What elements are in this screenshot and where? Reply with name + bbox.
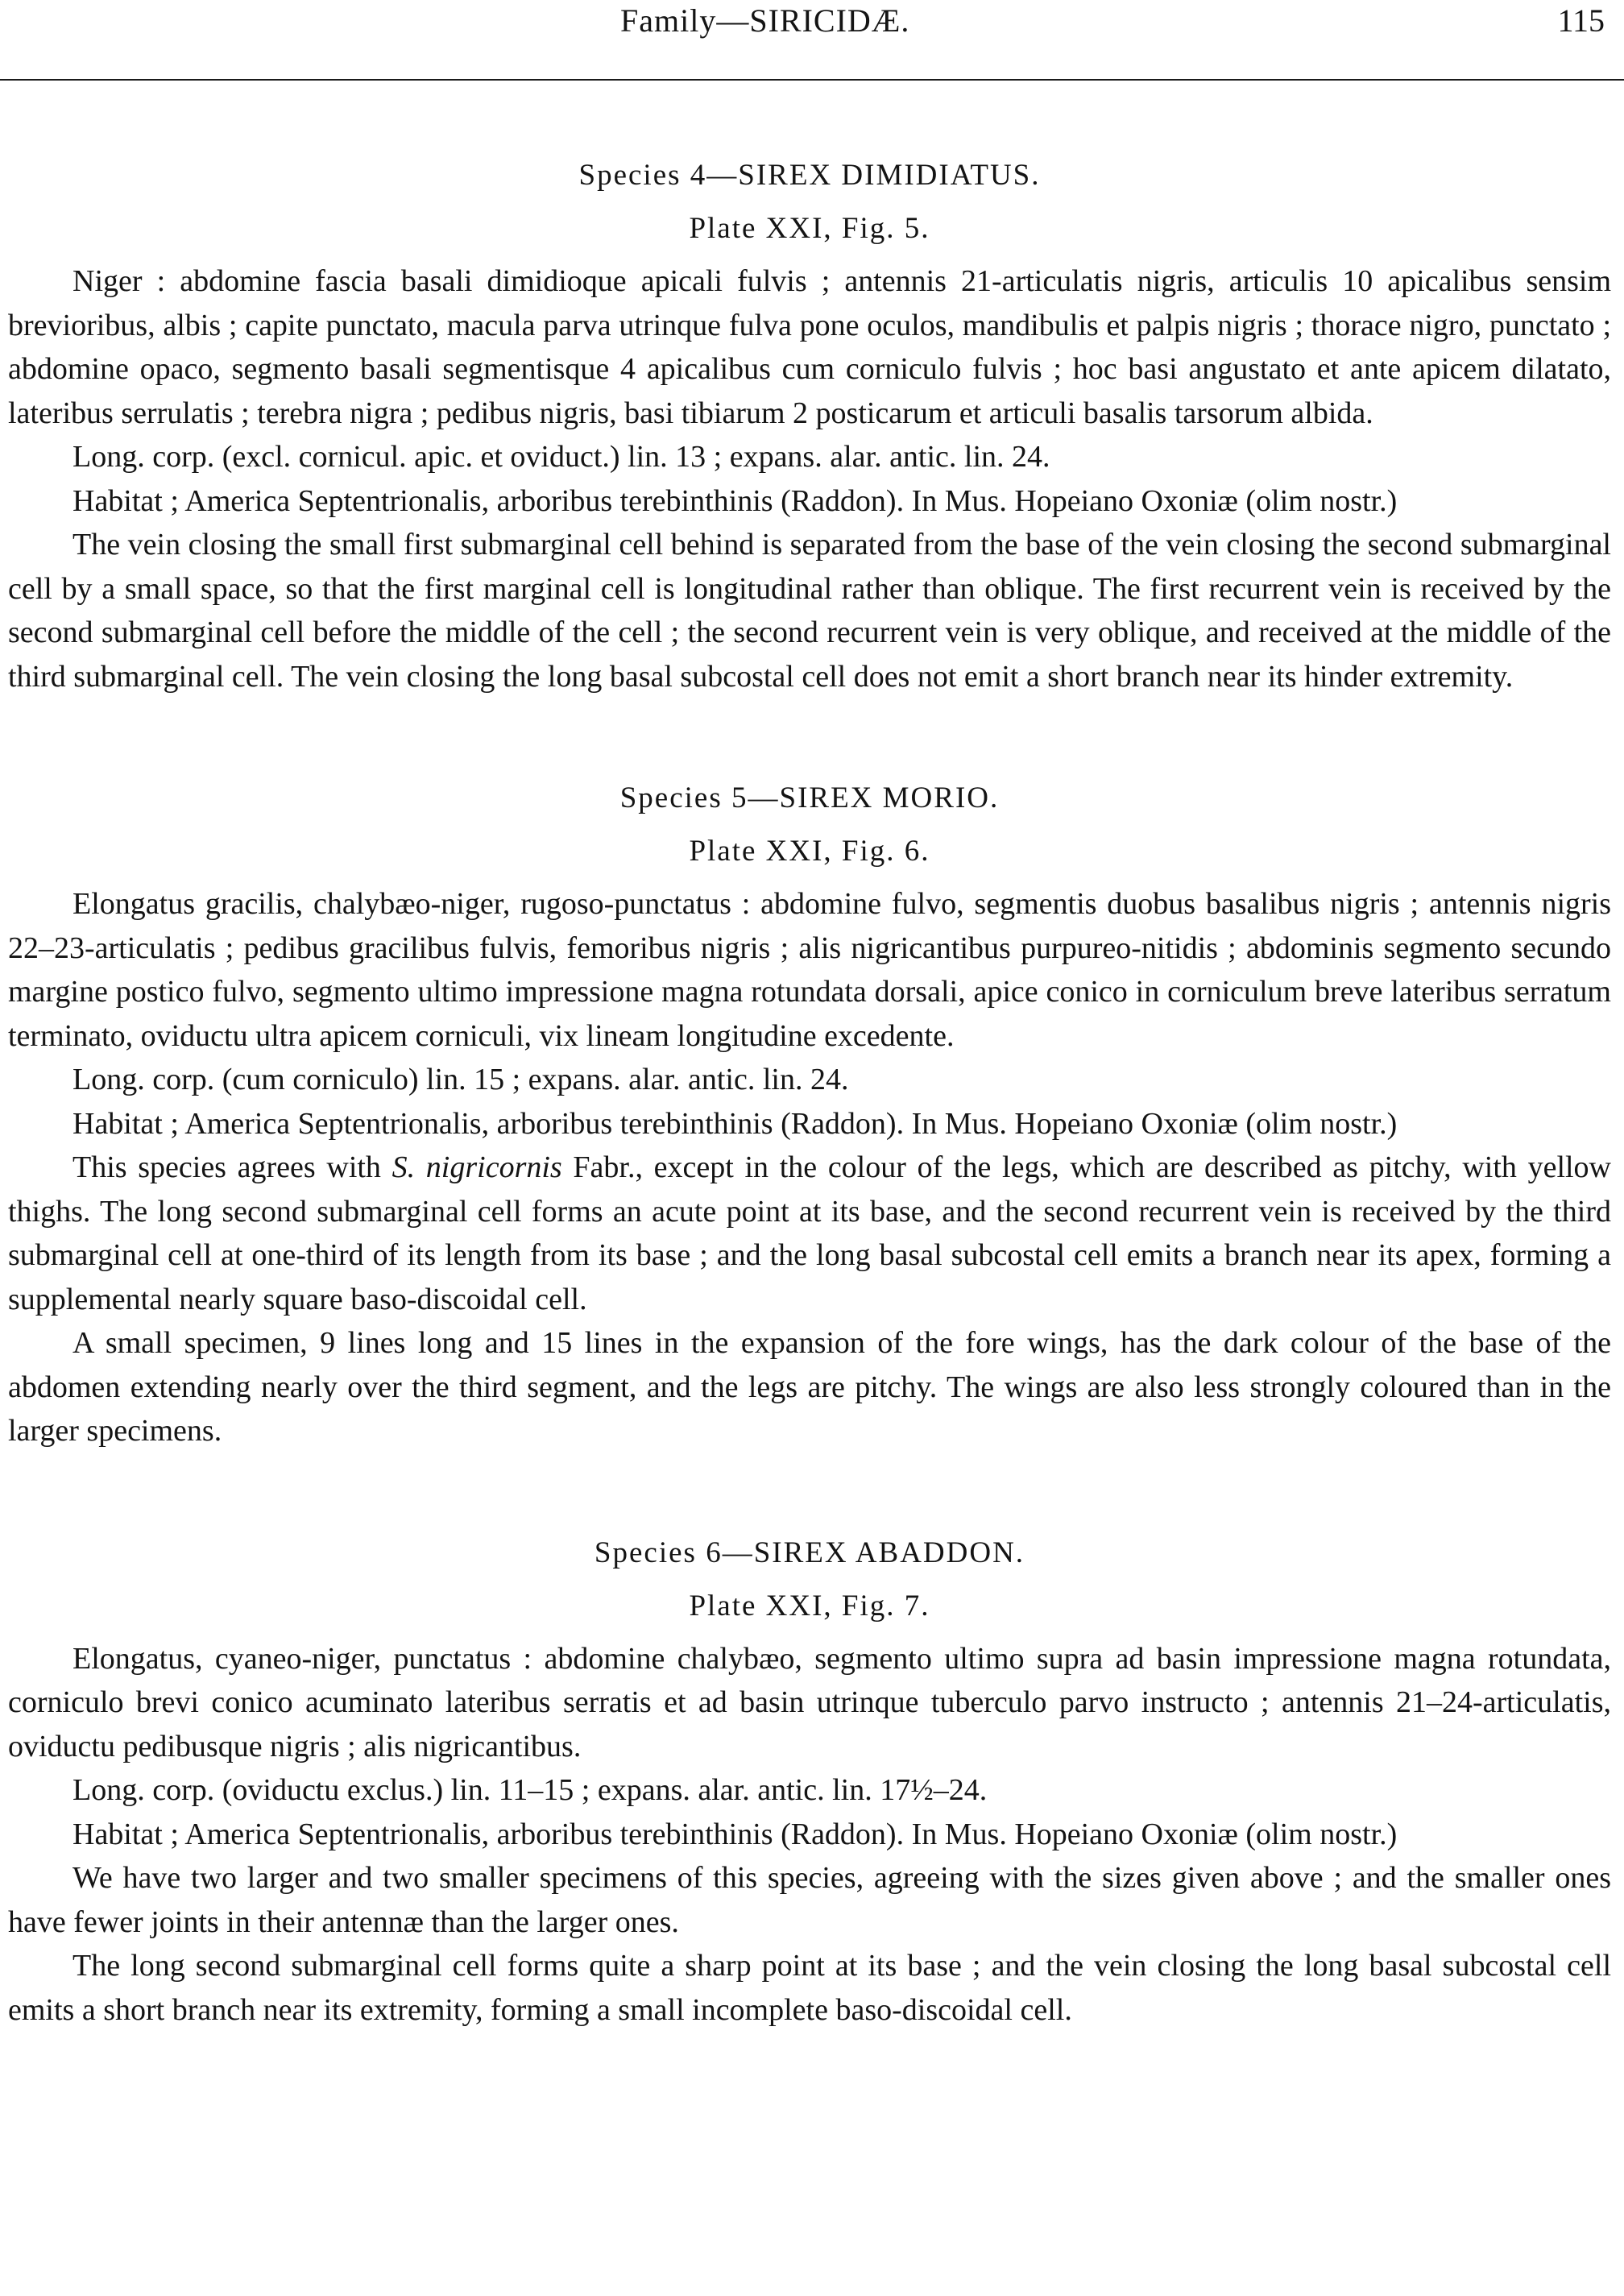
latin-description: Elongatus gracilis, chalybæo-niger, rugoso-punctatus : abdomine fulvo, segmentis duobus basalibus nigris ; antennis nigris 22–23-articulatis ; pedibus gracilibus fulvis, femoribus nigris ; alis nigricantibus purpureo-nitidis ; abdominis segmento secundo margine postico fulvo, segmento ultimo impressione magna rotundata dorsali, apice conico in corniculum breve lateribus serratum terminato, oviductu ultra apicem corniculi, vix lineam longitudine excedente. <box>8 887 1611 1053</box>
remarks-paragraph <box>8 1146 1611 1321</box>
remarks-paragraph: A small specimen, 9 lines long and 15 lines in the expansion of the fore wings, has the dark colour of the base of the abdomen extending nearly over the third segment, and the legs are pitchy. The wings are also less strongly coloured than in the larger specimens. <box>8 1326 1611 1448</box>
species-section-sirex-abaddon <box>8 1531 1611 2033</box>
remarks-paragraph: The vein closing the small first submarginal cell behind is separated from the base of the vein closing the second submarginal cell by a small space, so that the first marginal cell is longitudinal rather than oblique. The first recurrent vein is received by the second submarginal cell before the middle of the cell ; the second recurrent vein is very oblique, and received at the middle of the third submarginal cell. The vein closing the long basal subcostal cell does not emit a short branch near its hinder extremity. <box>8 528 1611 694</box>
remarks-text: This species agrees with <box>72 1150 392 1184</box>
header-rule <box>0 79 1624 81</box>
page-number: 115 <box>1557 2 1605 39</box>
remarks-paragraph: We have two larger and two smaller specimens of this species, agreeing with the sizes given above ; and the smaller ones have fewer joints in their antennæ than the larger ones. <box>8 1861 1611 1939</box>
plate-reference: Plate XXI, Fig. 7. <box>689 1589 930 1623</box>
plate-reference: Plate XXI, Fig. 6. <box>689 835 930 868</box>
habitat: Habitat ; America Septentrionalis, arboribus terebinthinis (Raddon). In Mus. Hopeiano Oxoniæ (olim nostr.) <box>72 1106 1398 1141</box>
species-heading: Species 5—SIREX MORIO. <box>619 781 1000 814</box>
habitat: Habitat ; America Septentrionalis, arboribus terebinthinis (Raddon). In Mus. Hopeiano Oxoniæ (olim nostr.) <box>72 1817 1398 1851</box>
habitat: Habitat ; America Septentrionalis, arboribus terebinthinis (Raddon). In Mus. Hopeiano Oxoniæ (olim nostr.) <box>72 483 1398 518</box>
measurements: Long. corp. (oviductu exclus.) lin. 11–15 ; expans. alar. antic. lin. 17½–24. <box>72 1773 988 1807</box>
measurements: Long. corp. (excl. cornicul. apic. et oviduct.) lin. 13 ; expans. alar. antic. lin. 24. <box>72 440 1050 474</box>
species-heading: Species 6—SIREX ABADDON. <box>594 1536 1025 1569</box>
running-head <box>0 0 1624 48</box>
page-body <box>8 153 1611 2109</box>
species-heading: Species 4—SIREX DIMIDIATUS. <box>578 159 1041 192</box>
taxon-name: S. nigricornis <box>392 1150 562 1184</box>
remarks-paragraph: The long second submarginal cell forms quite a sharp point at its base ; and the vein closing the long basal subcostal cell emits a short branch near its extremity, forming a small incomplete baso-discoidal cell. <box>8 1949 1611 2027</box>
remarks-text: Fabr., except in the colour of the legs, which are described as pitchy, with yellow thighs. The long second submarginal cell forms an acute point at its base, and the second recurrent vein is received by the third submarginal cell at one-third of its length from its base ; and the long basal subcostal cell emits a branch near its apex, forming a supplemental nearly square baso-discoidal cell. <box>8 1150 1612 1316</box>
species-section-sirex-morio <box>8 776 1611 1453</box>
measurements: Long. corp. (cum corniculo) lin. 15 ; expans. alar. antic. lin. 24. <box>72 1063 849 1096</box>
running-head-title: Family—SIRICIDÆ. <box>620 2 910 39</box>
plate-reference: Plate XXI, Fig. 5. <box>689 212 930 245</box>
latin-description: Elongatus, cyaneo-niger, punctatus : abdomine chalybæo, segmento ultimo supra ad basin impressione magna rotundata, corniculo brevi conico acuminato lateribus serratis et ad basin utrinque tuberculo parvo instructo ; antennis 21–24-articulatis, oviductu pedibusque nigris ; alis nigricantibus. <box>8 1641 1611 1763</box>
species-section-sirex-dimidiatus <box>8 153 1611 698</box>
latin-description: Niger : abdomine fascia basali dimidioque apicali fulvis ; antennis 21-articulatis nigris, articulis 10 apicalibus sensim brevioribus, albis ; capite punctato, macula parva utrinque fulva pone oculos, mandibulis et palpis nigris ; thorace nigro, punctato ; abdomine opaco, segmento basali segmentisque 4 apicalibus cum corniculo fulvis ; hoc basi angustato et ante apicem dilatato, lateribus serrulatis ; terebra nigra ; pedibus nigris, basi tibiarum 2 posticarum et articuli basalis tarsorum albida. <box>8 264 1611 430</box>
